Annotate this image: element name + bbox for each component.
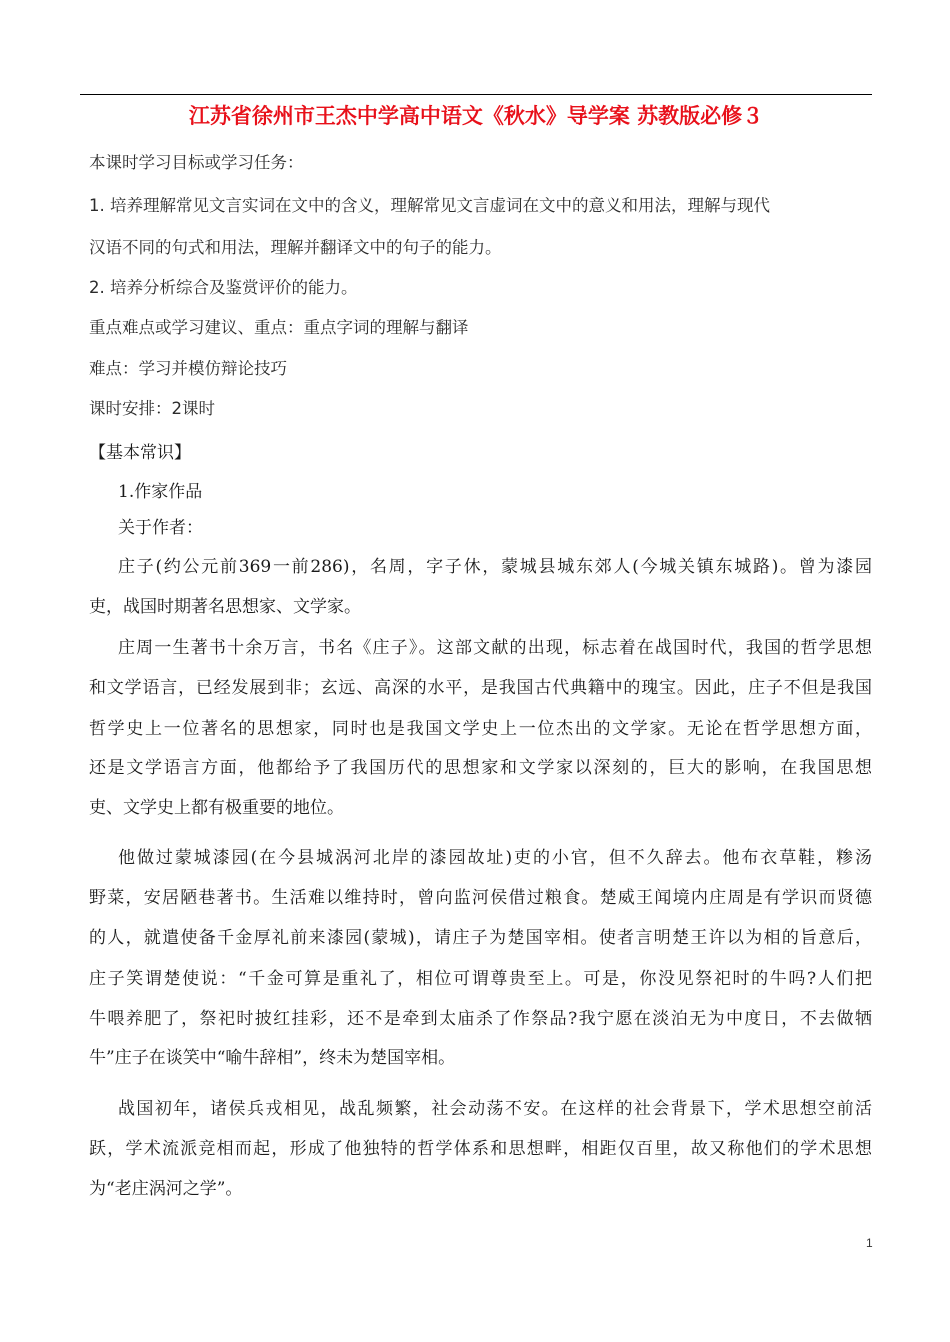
paragraph-2-line-1: 庄周一生著书十余万言，书名《庄子》。这部文献的出现，标志着在战国时代，我国的哲学思想 bbox=[118, 638, 872, 658]
sub-heading: 1.作家作品 bbox=[118, 482, 203, 502]
schedule: 课时安排：2课时 bbox=[89, 399, 215, 418]
paragraph-3-line-2: 野菜，安居陋巷著书。生活难以维持时，曾向监河侯借过粮食。楚威王闻境内庄周是有学识而贤德 bbox=[89, 888, 872, 908]
paragraph-2-line-3: 哲学史上一位著名的思想家，同时也是我国文学史上一位杰出的文学家。无论在哲学思想方面， bbox=[89, 719, 872, 739]
paragraph-3-line-4: 庄子笑谓楚使说：“千金可算是重礼了，相位可谓尊贵至上。可是，你没见祭祀时的牛吗?人们把 bbox=[89, 969, 872, 989]
paragraph-1-line-1: 庄子(约公元前369一前286)，名周，字子休，蒙城县城东郊人(今城关镇东城路)。曾为漆园 bbox=[118, 557, 872, 577]
paragraph-2-line-2: 和文学语言，已经发展到非；玄远、高深的水平，是我国古代典籍中的瑰宝。因此，庄子不但是我国 bbox=[89, 678, 872, 698]
paragraph-2-line-5: 吏、文学史上都有极重要的地位。 bbox=[89, 798, 344, 818]
paragraph-1-line-2: 吏，战国时期著名思想家、文学家。 bbox=[89, 597, 361, 617]
document-title: 江苏省徐州市王杰中学高中语文《秋水》导学案 苏教版必修３ bbox=[188, 104, 764, 128]
paragraph-4-line-3: 为“老庄涡河之学”。 bbox=[89, 1179, 243, 1199]
paragraph-3-line-3: 的人，就遣使备千金厚礼前来漆园(蒙城)，请庄子为楚国宰相。使者言明楚王许以为相的旨意后， bbox=[89, 928, 872, 948]
header-rule bbox=[80, 94, 872, 95]
paragraph-3-line-6: 牛”庄子在谈笑中“喻牛辞相”，终未为楚国宰相。 bbox=[89, 1048, 456, 1068]
difficulty: 难点：学习并模仿辩论技巧 bbox=[89, 359, 287, 378]
paragraph-4-line-1: 战国初年，诸侯兵戎相见，战乱频繁，社会动荡不安。在这样的社会背景下，学术思想空前活 bbox=[118, 1099, 872, 1119]
page-number: 1 bbox=[866, 1236, 873, 1250]
paragraph-3-line-5: 牛喂养肥了，祭祀时披红挂彩，还不是牵到太庙杀了作祭品?我宁愿在淡泊无为中度日，不去做牺 bbox=[89, 1009, 872, 1029]
paragraph-3-line-1: 他做过蒙城漆园(在今县城涡河北岸的漆园故址)吏的小官，但不久辞去。他布衣草鞋，糁汤 bbox=[118, 848, 872, 868]
key-points: 重点难点或学习建议、重点：重点字词的理解与翻译 bbox=[89, 318, 469, 337]
objective-1-line-1: 1. 培养理解常见文言实词在文中的含义，理解常见文言虚词在文中的意义和用法，理解与现代 bbox=[89, 196, 770, 215]
about-author-label: 关于作者： bbox=[118, 518, 203, 538]
objective-1-line-2: 汉语不同的句式和用法，理解并翻译文中的句子的能力。 bbox=[89, 238, 502, 257]
section-heading: 【基本常识】 bbox=[89, 443, 191, 463]
objectives-heading: 本课时学习目标或学习任务： bbox=[89, 153, 304, 172]
paragraph-4-line-2: 跃，学术流派竞相而起，形成了他独特的哲学体系和思想畔，相距仅百里，故又称他们的学术思想 bbox=[89, 1139, 872, 1159]
objective-2: 2. 培养分析综合及鉴赏评价的能力。 bbox=[89, 278, 358, 297]
paragraph-2-line-4: 还是文学语言方面，他都给予了我国历代的思想家和文学家以深刻的，巨大的影响，在我国思想 bbox=[89, 758, 872, 778]
